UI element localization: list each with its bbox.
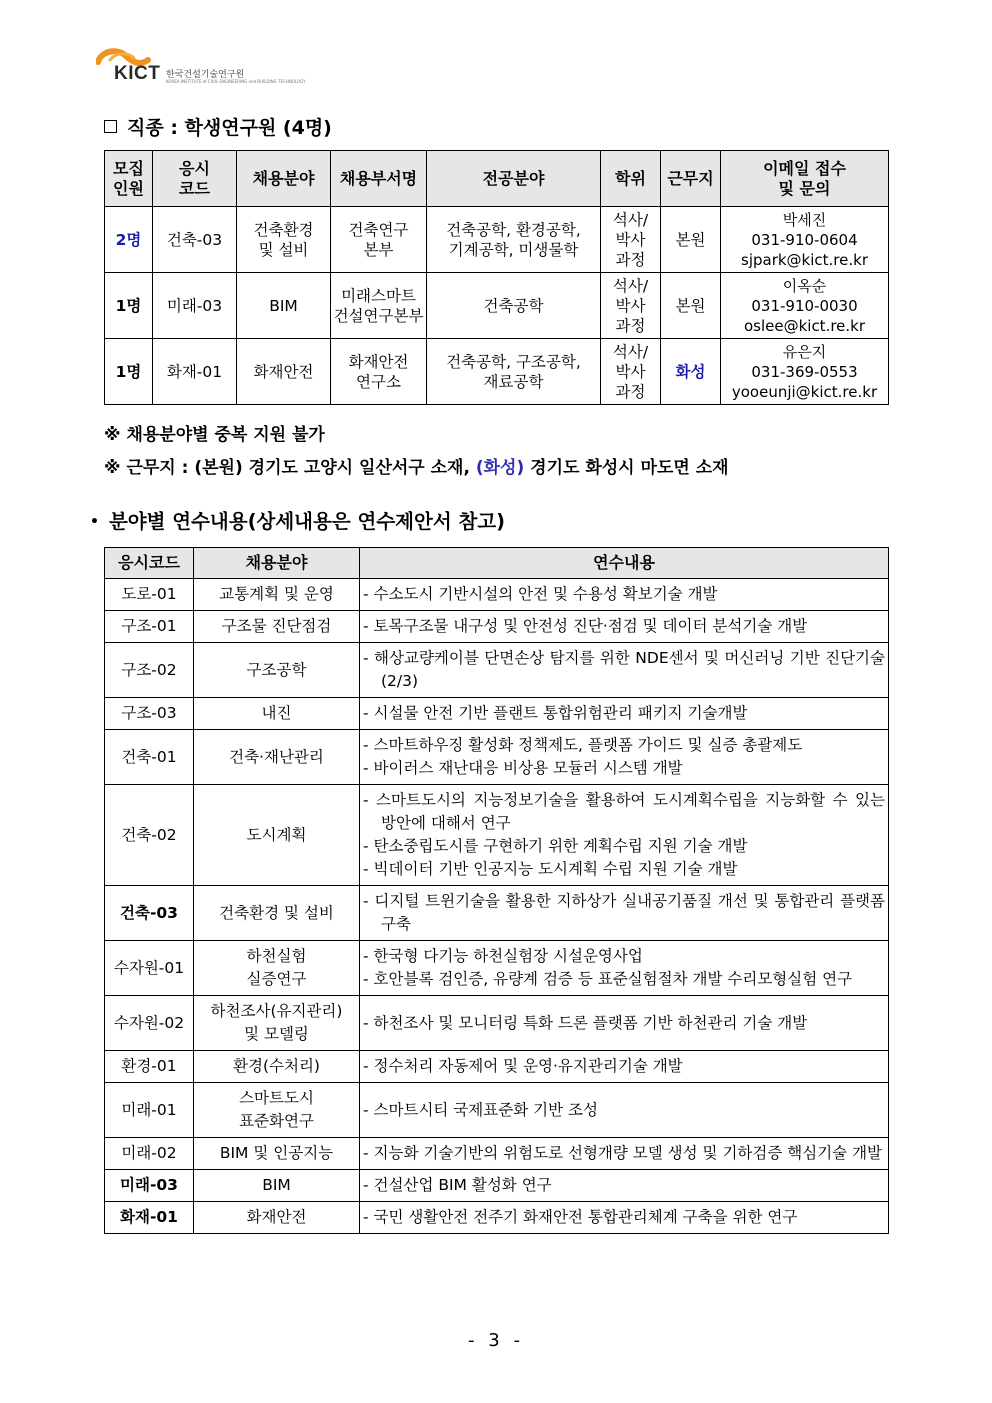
- table2-cell-content: [360, 698, 889, 730]
- note-location: ※ 근무지 : (본원) 경기도 고양시 일산서구 소재, (화성) 경기도 화성시 마도면 소재: [104, 458, 729, 478]
- table1-cell-degree: 석사/ 박사 과정: [601, 339, 661, 405]
- table2-header-row: [105, 548, 889, 579]
- table2-cell-content: [360, 785, 889, 886]
- table1-cell-degree: 석사/ 박사 과정: [601, 273, 661, 339]
- content-line: - 토목구조물 내구성 및 안전성 진단·점검 및 데이터 분석기술 개발: [363, 617, 808, 635]
- content-line: - 호안블록 검인증, 유량계 검증 등 표준실험절차 개발 수리모형실험 연구: [363, 970, 853, 988]
- table1-cell-major: 건축공학: [427, 273, 601, 339]
- org-name-en: KOREA INSTITUTE of CIVIL ENGINEERING and BUILDING TECHNOLOGY: [166, 79, 306, 84]
- table2-cell-field: 스마트도시 표준화연구: [194, 1083, 360, 1138]
- header-dept: 채용부서명: [331, 151, 427, 207]
- table2-cell-code: 수자원-01: [105, 941, 194, 996]
- header-degree: 학위: [601, 151, 661, 207]
- table1-cell-count: 1명: [105, 339, 153, 405]
- checkbox-square-icon: [104, 120, 117, 133]
- table1-cell-count: 1명: [105, 273, 153, 339]
- training-content-table: [104, 547, 889, 1234]
- table2-cell-content: [360, 1083, 889, 1138]
- table1-cell-location: 화성: [661, 339, 721, 405]
- table2-row: [105, 1083, 889, 1138]
- table2-cell-field: BIM: [194, 1170, 360, 1202]
- table2-row: [105, 1138, 889, 1170]
- table2-cell-field: 하천실험 실증연구: [194, 941, 360, 996]
- content-line: - 바이러스 재난대응 비상용 모듈러 시스템 개발: [363, 759, 683, 777]
- content-line: - 스마트하우징 활성화 정책제도, 플랫폼 가이드 및 실증 총괄제도: [363, 736, 803, 754]
- table2-cell-code: 화재-01: [105, 1202, 194, 1234]
- table2-row: [105, 941, 889, 996]
- content-line: - 스마트도시의 지능정보기술을 활용하여 도시계획수립을 지능화할 수 있는 방안에 대해서 연구: [363, 791, 885, 832]
- header-training-content: 연수내용: [360, 548, 889, 579]
- table1-cell-location: 본원: [661, 207, 721, 273]
- table1-cell-contact: 이옥순 031-910-0030 oslee@kict.re.kr: [721, 273, 889, 339]
- table2-cell-content: [360, 1202, 889, 1234]
- table1-cell-dept: 건축연구 본부: [331, 207, 427, 273]
- kict-logo: [96, 46, 306, 84]
- content-line: - 국민 생활안전 전주기 화재안전 통합관리체계 구축을 위한 연구: [363, 1208, 798, 1226]
- table2-cell-field: 화재안전: [194, 1202, 360, 1234]
- table1-cell-code: 화재-01: [153, 339, 237, 405]
- content-line: - 한국형 다기능 하천실험장 시설운영사업: [363, 947, 643, 965]
- content-line: - 정수처리 자동제어 및 운영·유지관리기술 개발: [363, 1057, 683, 1075]
- table2-cell-code: 미래-03: [105, 1170, 194, 1202]
- table2-row: [105, 579, 889, 611]
- table2-cell-code: 환경-01: [105, 1051, 194, 1083]
- table2-cell-content: [360, 886, 889, 941]
- section-title: 직종 : 학생연구원 (4명): [104, 113, 332, 140]
- content-line: - 시설물 안전 기반 플랜트 통합위험관리 패키지 기술개발: [363, 704, 748, 722]
- table1-cell-location: 본원: [661, 273, 721, 339]
- content-line: - 수소도시 기반시설의 안전 및 수용성 확보기술 개발: [363, 585, 718, 603]
- page-number: - 3 -: [468, 1330, 524, 1351]
- table1-cell-field: 건축환경 및 설비: [237, 207, 331, 273]
- table2-cell-code: 구조-03: [105, 698, 194, 730]
- table2-cell-code: 구조-01: [105, 611, 194, 643]
- header-major: 전공분야: [427, 151, 601, 207]
- content-line: - 건설산업 BIM 활성화 연구: [363, 1176, 552, 1194]
- table2-cell-field: 하천조사(유지관리) 및 모델링: [194, 996, 360, 1051]
- table2-row: [105, 1051, 889, 1083]
- subsection-title: • 분야별 연수내용(상세내용은 연수제안서 참고): [90, 510, 506, 533]
- table2-cell-code: 미래-02: [105, 1138, 194, 1170]
- table2-cell-content: [360, 1051, 889, 1083]
- table2-cell-content: [360, 1170, 889, 1202]
- header-recruit-field: 채용분야: [194, 548, 360, 579]
- table2-row: [105, 996, 889, 1051]
- table2-cell-code: 구조-02: [105, 643, 194, 698]
- table1-cell-major: 건축공학, 환경공학, 기계공학, 미생물학: [427, 207, 601, 273]
- table2-row: [105, 1170, 889, 1202]
- table1-cell-dept: 화재안전 연구소: [331, 339, 427, 405]
- table2-row: [105, 1202, 889, 1234]
- table1-row: [105, 207, 889, 273]
- table2-cell-code: 도로-01: [105, 579, 194, 611]
- content-line: - 디지털 트윈기술을 활용한 지하상가 실내공기품질 개선 및 통합관리 플랫폼 구축: [363, 892, 885, 933]
- table1-cell-code: 미래-03: [153, 273, 237, 339]
- table1-cell-code: 건축-03: [153, 207, 237, 273]
- content-line: - 빅데이터 기반 인공지능 도시계획 수립 지원 기술 개발: [363, 860, 738, 878]
- table1-cell-count: 2명: [105, 207, 153, 273]
- bullet-icon: •: [90, 514, 99, 530]
- table2-cell-code: 건축-01: [105, 730, 194, 785]
- logo-text: KICT: [114, 63, 161, 84]
- table2-cell-field: 건축·재난관리: [194, 730, 360, 785]
- table1-cell-field: 화재안전: [237, 339, 331, 405]
- table2-row: [105, 886, 889, 941]
- note-no-duplicate: ※ 채용분야별 중복 지원 불가: [104, 425, 325, 445]
- content-line: - 해상교량케이블 단면손상 탐지를 위한 NDE센서 및 머신러닝 기반 진단기술(2/3): [363, 649, 885, 690]
- org-name: 한국건설기술연구원: [166, 70, 245, 80]
- table1-cell-contact: 유은지 031-369-0553 yooeunji@kict.re.kr: [721, 339, 889, 405]
- table2-cell-field: 환경(수처리): [194, 1051, 360, 1083]
- table2-cell-content: [360, 643, 889, 698]
- table2-cell-content: [360, 1138, 889, 1170]
- table2-cell-content: [360, 996, 889, 1051]
- table2-cell-field: 도시계획: [194, 785, 360, 886]
- content-line: - 지능화 기술기반의 위험도로 선형개량 모델 생성 및 기하검증 핵심기술 개발: [363, 1144, 883, 1162]
- table1-row: [105, 273, 889, 339]
- table2-cell-field: 교통계획 및 운영: [194, 579, 360, 611]
- table2-row: [105, 611, 889, 643]
- table2-cell-code: 건축-02: [105, 785, 194, 886]
- table2-row: [105, 730, 889, 785]
- table1-row: [105, 339, 889, 405]
- header-contact: 이메일 접수 및 문의: [721, 151, 889, 207]
- table2-row: [105, 698, 889, 730]
- table2-cell-content: [360, 611, 889, 643]
- table2-cell-code: 건축-03: [105, 886, 194, 941]
- table1-header-row: [105, 151, 889, 207]
- table2-cell-code: 미래-01: [105, 1083, 194, 1138]
- header-count: 모집 인원: [105, 151, 153, 207]
- table2-row: [105, 643, 889, 698]
- table2-cell-field: 구조물 진단점검: [194, 611, 360, 643]
- header-field: 채용분야: [237, 151, 331, 207]
- content-line: - 스마트시티 국제표준화 기반 조성: [363, 1100, 598, 1119]
- recruitment-table: [104, 150, 889, 405]
- header-code: 응시 코드: [153, 151, 237, 207]
- table2-cell-field: 내진: [194, 698, 360, 730]
- table2-cell-content: [360, 579, 889, 611]
- content-line: - 탄소중립도시를 구현하기 위한 계획수립 지원 기술 개발: [363, 837, 748, 855]
- table2-cell-code: 수자원-02: [105, 996, 194, 1051]
- table2-row: [105, 785, 889, 886]
- table1-cell-degree: 석사/ 박사 과정: [601, 207, 661, 273]
- table1-cell-dept: 미래스마트 건설연구본부: [331, 273, 427, 339]
- header-location: 근무지: [661, 151, 721, 207]
- header-exam-code: 응시코드: [105, 548, 194, 579]
- table2-cell-field: 구조공학: [194, 643, 360, 698]
- note-location-hwaseong: (화성): [475, 458, 525, 478]
- table2-cell-content: [360, 941, 889, 996]
- table2-cell-field: 건축환경 및 설비: [194, 886, 360, 941]
- table1-cell-major: 건축공학, 구조공학, 재료공학: [427, 339, 601, 405]
- table1-cell-field: BIM: [237, 273, 331, 339]
- table2-cell-field: BIM 및 인공지능: [194, 1138, 360, 1170]
- table1-cell-contact: 박세진 031-910-0604 sjpark@kict.re.kr: [721, 207, 889, 273]
- table2-cell-content: [360, 730, 889, 785]
- content-line: - 하천조사 및 모니터링 특화 드론 플랫폼 기반 하천관리 기술 개발: [363, 1013, 808, 1032]
